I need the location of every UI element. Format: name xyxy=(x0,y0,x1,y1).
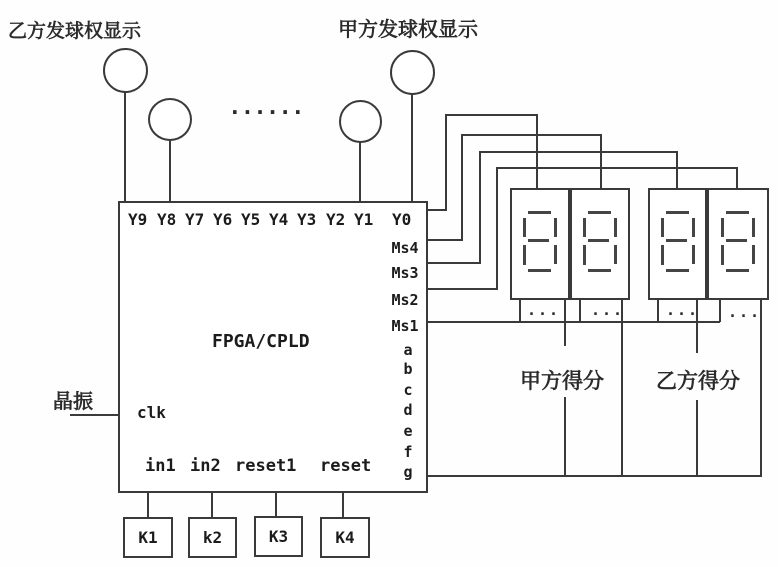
stub-ms2 xyxy=(428,288,497,290)
pin-label-y3: Y3 xyxy=(297,210,317,229)
pin-label-clk: clk xyxy=(137,403,166,422)
wire-ms3-riser xyxy=(479,151,481,264)
lamp-a2 xyxy=(339,100,382,143)
stub-ms4 xyxy=(428,239,462,241)
pin-label-y9: Y9 xyxy=(128,210,148,229)
wire-ms2-riser xyxy=(496,167,498,290)
pin-label-y5: Y5 xyxy=(241,210,261,229)
display2-pin-stub xyxy=(579,300,581,322)
display2-pin-ellipsis: ... xyxy=(591,301,625,319)
segment-g-bus-wire xyxy=(428,475,761,477)
lamp-b1 xyxy=(103,48,148,93)
seven-segment-digit xyxy=(721,211,755,273)
pin-label-ms4: Ms4 xyxy=(391,239,419,257)
wire-ms3-run xyxy=(479,151,678,153)
lamp-b2-wire xyxy=(169,140,171,202)
lamp-ellipsis: ······ xyxy=(231,100,307,124)
seven-segment-digit xyxy=(583,211,617,273)
lamp-a2-wire xyxy=(359,142,361,202)
pin-label-y8: Y8 xyxy=(157,210,177,229)
display34-common-riser xyxy=(696,400,698,476)
pin-label-a: a xyxy=(403,341,413,359)
stub-y0 xyxy=(428,209,446,211)
pin-label-in2: in2 xyxy=(190,456,221,476)
wire-reset1-k3 xyxy=(275,493,277,516)
pin-label-y7: Y7 xyxy=(185,210,205,229)
pin-label-d: d xyxy=(403,401,413,419)
lamp-b2 xyxy=(148,98,192,141)
key-k2: k2 xyxy=(188,517,237,558)
crystal-wire xyxy=(70,414,118,416)
wire-in2-k2 xyxy=(211,493,213,517)
pin-label-ms3: Ms3 xyxy=(391,264,419,282)
pin-label-f: f xyxy=(403,443,413,461)
wire-ms4-drop-display2 xyxy=(600,134,602,190)
wire-reset-k4 xyxy=(342,493,344,517)
wire-y0-riser xyxy=(445,114,447,211)
pin-label-g: g xyxy=(403,463,413,481)
score-a-label: 甲方得分 xyxy=(516,365,608,395)
display3-pin-ellipsis: ... xyxy=(666,301,700,319)
score-b-label: 乙方得分 xyxy=(652,365,744,395)
lamp-a1-wire xyxy=(411,94,413,202)
pin-label-y6: Y6 xyxy=(213,210,233,229)
display1-pin-stub xyxy=(519,300,521,322)
key-k3: K3 xyxy=(254,516,303,557)
key-k1: K1 xyxy=(123,517,173,558)
wire-ms4-riser xyxy=(461,134,463,241)
display3-pin-stub xyxy=(657,300,659,322)
display12-common-riser xyxy=(564,397,566,476)
ms1-bus-wire xyxy=(428,321,720,323)
lamp-b1-wire xyxy=(124,92,126,202)
pin-label-b: b xyxy=(403,360,413,378)
crystal-label: 晶振 xyxy=(53,389,93,413)
seven-segment-display-4 xyxy=(707,188,769,300)
key-k4: K4 xyxy=(320,517,370,558)
seven-segment-digit xyxy=(523,211,557,273)
serve-indicator-b-label: 乙方发球权显示 xyxy=(8,20,142,42)
wire-ms2-run xyxy=(496,167,738,169)
seven-segment-digit xyxy=(661,211,695,273)
wire-in1-k1 xyxy=(147,493,149,517)
serve-indicator-a-label: 甲方发球权显示 xyxy=(338,17,478,41)
display2-right-riser xyxy=(621,300,623,477)
pin-label-y4: Y4 xyxy=(269,210,289,229)
wire-ms3-drop-display3 xyxy=(676,151,678,190)
chip-name: FPGA/CPLD xyxy=(212,331,310,352)
pin-label-y0: Y0 xyxy=(392,210,412,229)
stub-ms3 xyxy=(428,262,480,264)
display1-pin-ellipsis: ... xyxy=(527,301,561,319)
pin-label-c: c xyxy=(403,381,413,399)
seven-segment-display-2 xyxy=(570,188,630,300)
wire-ms2-drop-display4 xyxy=(736,167,738,190)
pin-label-ms1: Ms1 xyxy=(391,317,419,335)
display4-pin-stub xyxy=(719,300,721,322)
wire-ms4-run xyxy=(461,134,602,136)
display4-pin-ellipsis: ... xyxy=(728,303,762,321)
pin-label-y1: Y1 xyxy=(354,210,374,229)
pin-label-reset: reset xyxy=(320,456,372,476)
pin-label-ms2: Ms2 xyxy=(391,291,419,309)
seven-segment-display-1 xyxy=(510,188,570,300)
pin-label-reset1: reset1 xyxy=(235,456,297,476)
wire-y0-run xyxy=(445,114,538,116)
display12-common-stub xyxy=(564,300,566,346)
pin-label-y2: Y2 xyxy=(326,210,346,229)
lamp-a1 xyxy=(390,50,435,95)
display4-right-riser xyxy=(760,300,762,477)
pin-label-in1: in1 xyxy=(145,456,176,476)
seven-segment-display-3 xyxy=(648,188,707,300)
pin-label-e: e xyxy=(403,422,413,440)
